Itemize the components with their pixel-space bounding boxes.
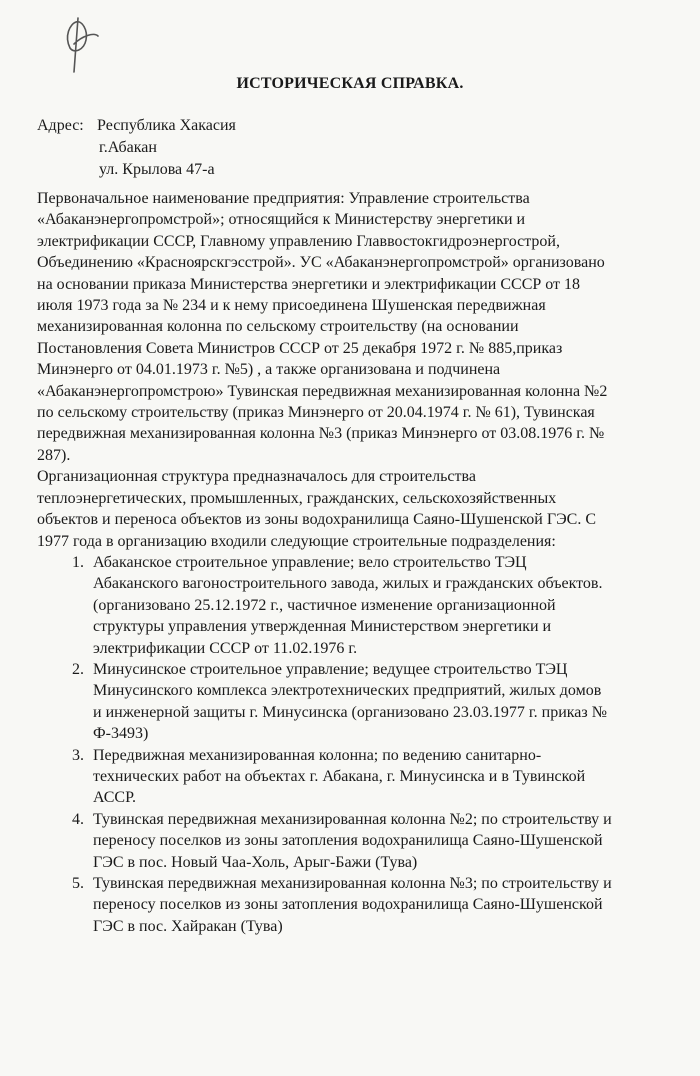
page-title: ИСТОРИЧЕСКАЯ СПРАВКА. (236, 75, 464, 92)
list-item-number: 2. (72, 660, 84, 678)
list-item-text: Передвижная механизированная колонна; по ведению санитарно-технических работ на объектах г. Абакана, г. Минусинска и в Тувинской АССР. (93, 746, 586, 807)
address-region: Республика Хакасия (97, 117, 236, 134)
paragraph-structure: Организационная структура предназначалось для строительства теплоэнергетических, промышленных, гражданских, сельскохозяйственных объектов и переноса объектов из зоны водохранилища Саяно-Шушенской ГЭС. С 1977 года в организацию входили следующие строительные подразделения: (37, 468, 596, 550)
address-city: г.Абакан (99, 139, 157, 156)
list-item (37, 552, 613, 659)
list-item (37, 873, 613, 937)
list-item-number: 4. (72, 810, 84, 828)
list-item (37, 659, 613, 745)
list-item-number: 3. (72, 746, 84, 764)
paragraph-history: Первоначальное наименование предприятия: Управление строительства «Абаканэнергопромстрой»; относящийся к Министерству энергетики и электрификации СССР, Главному управлению Главвостокгидроэнергострой, Объединению «Красноярскгэсстрой». УС «Абаканэнергопромстрой» организовано на основании приказа Министерства энергетики и электрификации СССР от 18 июля 1973 года за № 234 и к нему присоединена Шушенская передвижная механизированная колонна по сельскому строительству (на основании Постановления Совета Министров СССР от 25 декабря 1972 г. № 885,приказ Минэнерго от 04.01.1973 г. №5) , а также организована и подчинена «Абаканэнергопромстрою» Тувинская передвижная механизированная колонна №2 по сельскому строительству (приказ Минэнерго от 20.04.1974 г. № 61), Тувинская передвижная механизированная колонна №3 (приказ Минэнерго от 03.08.1976 г. № 287). (37, 190, 608, 464)
list-item-number: 1. (72, 553, 84, 571)
list-item (37, 745, 613, 809)
address-street: ул. Крылова 47-а (99, 161, 215, 178)
list-item-text: Минусинское строительное управление; ведущее строительство ТЭЦ Минусинского комплекса электротехнических предприятий, жилых домов и инженерной защиты г. Минусинска (организовано 23.03.1977 г. приказ № Ф-3493) (93, 660, 607, 743)
document-body (37, 188, 613, 937)
list-item-text: Тувинская передвижная механизированная колонна №3; по строительству и переносу поселков из зоны затопления водохранилища Саяно-Шушенской ГЭС в пос. Хайракан (Тува) (93, 875, 612, 935)
list-item-text: Тувинская передвижная механизированная колонна №2; по строительству и переносу поселков из зоны затопления водохранилища Саяно-Шушенской ГЭС в пос. Новый Чаа-Холь, Арыг-Бажи (Тува) (93, 810, 612, 871)
list-item (37, 809, 613, 873)
handwritten-mark (56, 14, 102, 74)
address-block (37, 115, 236, 181)
subdivisions-list (37, 552, 613, 937)
address-label: Адрес: (37, 117, 84, 134)
list-item-text: Абаканское строительное управление; вело строительство ТЭЦ Абаканского вагоностроительного завода, жилых и гражданских объектов.(организовано 25.12.1972 г., частичное изменение организационной структуры управления утвержденная Министерством энергетики и электрификации СССР от 11.02.1976 г. (93, 553, 603, 657)
list-item-number: 5. (72, 875, 84, 892)
